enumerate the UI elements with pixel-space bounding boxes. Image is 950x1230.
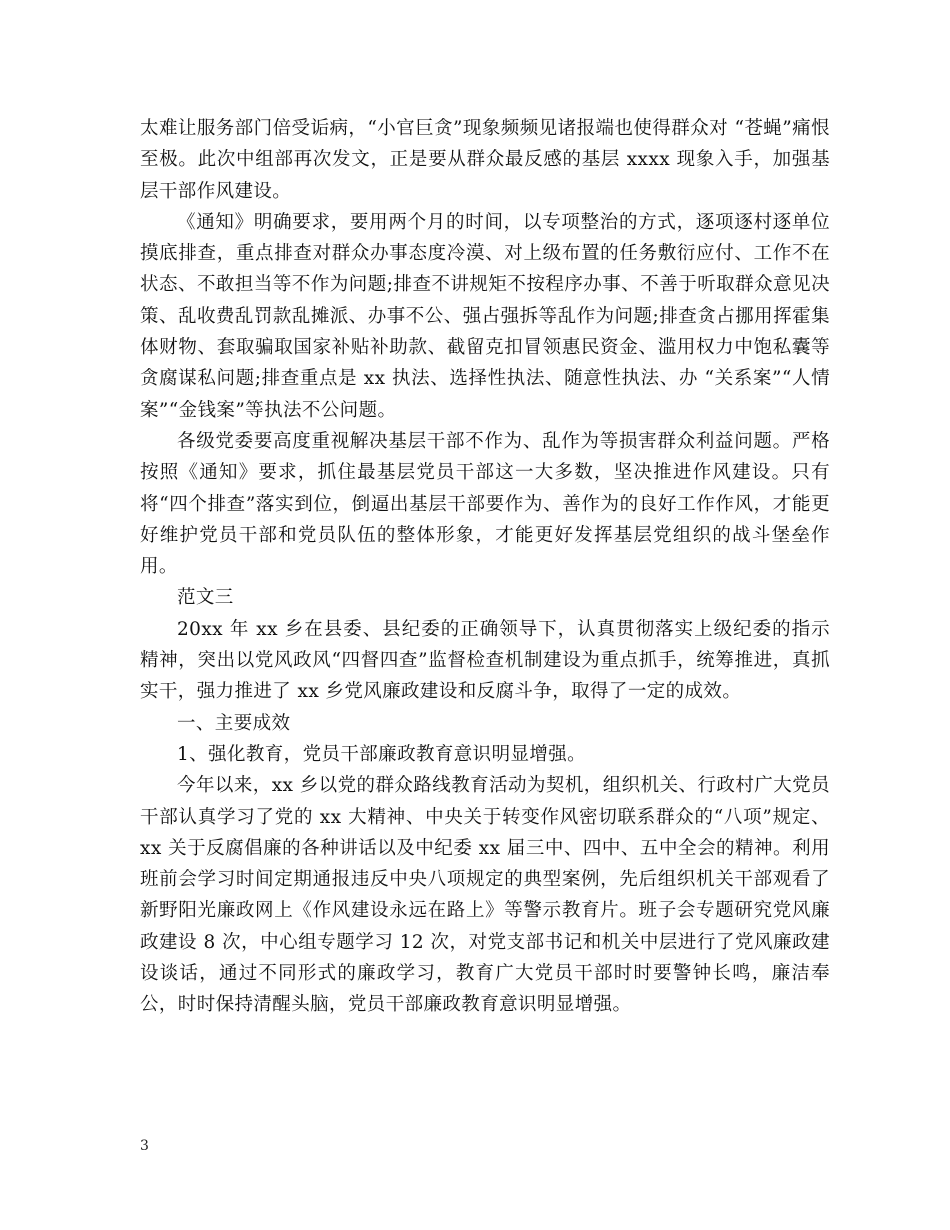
paragraph-5: 今年以来，xx 乡以党的群众路线教育活动为契机，组织机关、行政村广大党员干部认真学习了党的 xx 大精神、中央关于转变作风密切联系群众的“八项”规定、xx 关于反腐倡廉的各种讲话以及中纪委 xx 届三中、四中、五中全会的精神。利用班前会学习时间定期通报违反中央八项规定的典型案例，先后组织机关干部观看了新野阳光廉政网上《作风建设永远在路上》等警示教育片。班子会专题研究党风廉政建设 8 次，中心组专题学习 12 次，对党支部书记和机关中层进行了党风廉政建设谈话，通过不同形式的廉政学习，教育广大党员干部时时要警钟长鸣，廉洁奉公，时时保持清醒头脑，党员干部廉政教育意识明显增强。 (140, 775, 830, 1016)
section-heading-fanwen-san: 范文三 (177, 587, 234, 609)
document-body (140, 113, 830, 1021)
paragraph-1: 太难让服务部门倍受诟病，“小官巨贪”现象频频见诸报端也使得群众对 “苍蝇”痛恨至极。此次中组部再次发文，正是要从群众最反感的基层 xxxx 现象入手，加强基层干部作风建设。 (140, 118, 830, 202)
paragraph-3: 各级党委要高度重视解决基层干部不作为、乱作为等损害群众利益问题。严格按照《通知》要求，抓住最基层党员干部这一大多数，坚决推进作风建设。只有将“四个排查”落实到位，倒逼出基层干部要作为、善作为的良好工作作风，才能更好维护党员干部和党员队伍的整体形象，才能更好发挥基层党组织的战斗堡垒作用。 (140, 430, 830, 578)
paragraph-4: 20xx 年 xx 乡在县委、县纪委的正确领导下，认真贯彻落实上级纪委的指示精神，突出以党风政风“四督四查”监督检查机制建设为重点抓手，统筹推进，真抓实干，强力推进了 xx 乡党风廉政建设和反腐斗争，取得了一定的成效。 (140, 618, 830, 703)
section-heading-main-results: 一、主要成效 (177, 712, 291, 734)
page-number: 3 (140, 1138, 149, 1154)
paragraph-2: 《通知》明确要求，要用两个月的时间，以专项整治的方式，逐项逐村逐单位摸底排查，重点排查对群众办事态度冷漠、对上级布置的任务敷衍应付、工作不在状态、不敢担当等不作为问题;排查不讲规矩不按程序办事、不善于听取群众意见决策、乱收费乱罚款乱摊派、办事不公、强占强拆等乱作为问题;排查贪占挪用挥霍集体财物、套取骗取国家补贴补助款、截留克扣冒领惠民资金、滥用权力中饱私囊等贪腐谋私问题;排查重点是 xx 执法、选择性执法、随意性执法、办 “关系案”“人情案”“金钱案”等执法不公问题。 (140, 211, 830, 421)
subheading-education: 1、强化教育，党员干部廉政教育意识明显增强。 (177, 743, 587, 765)
